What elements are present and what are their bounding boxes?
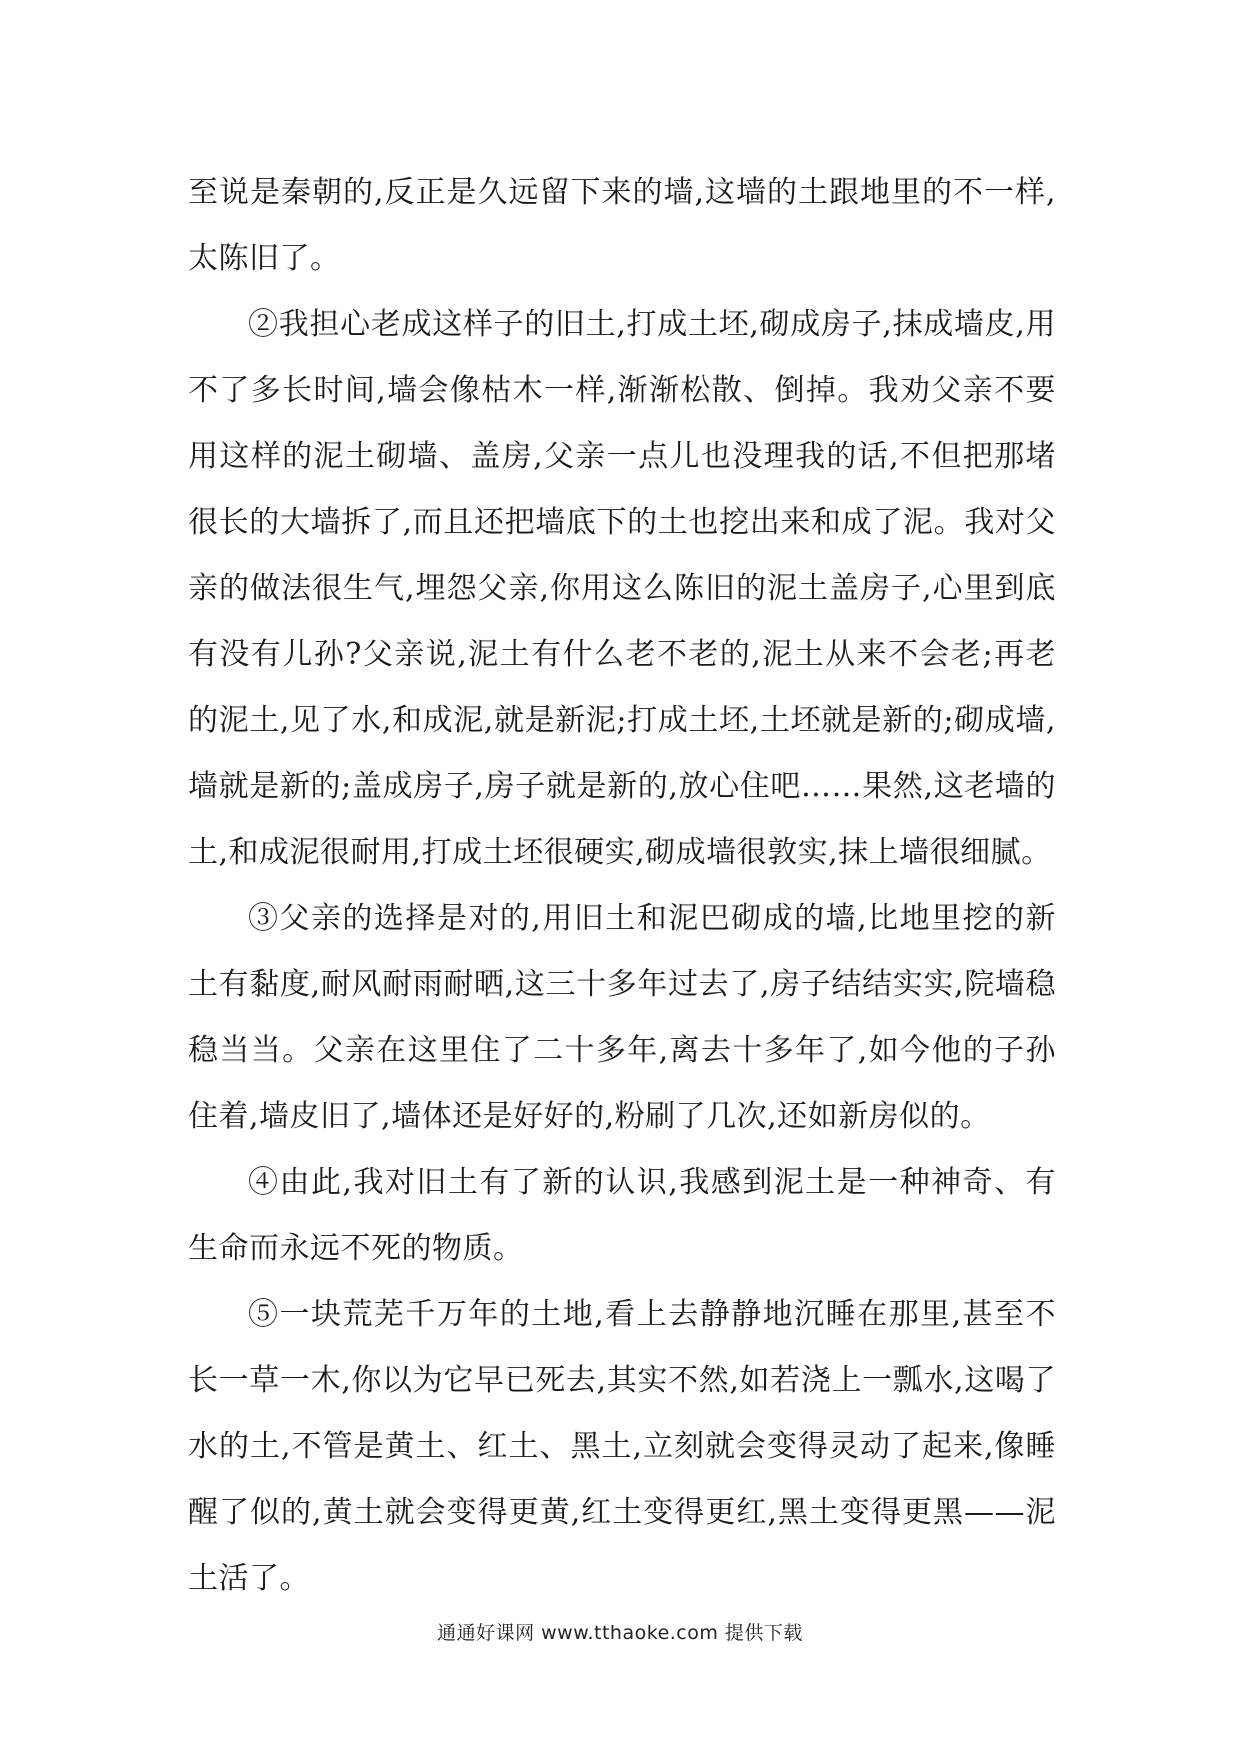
essay-body [188,160,1056,1612]
page-footer: 通通好课网 www.tthaoke.com 提供下载 [437,1622,803,1644]
paragraph-2: ②我担心老成这样子的旧土,打成土坯,砌成房子,抹成墙皮,用不了多长时间,墙会像枯木一样,渐渐松散、倒掉。我劝父亲不要用这样的泥土砌墙、盖房,父亲一点儿也没理我的话,不但把那堵很长的大墙拆了,而且还把墙底下的土也挖出来和成了泥。我对父亲的做法很生气,埋怨父亲,你用这么陈旧的泥土盖房子,心里到底有没有儿孙?父亲说,泥土有什么老不老的,泥土从来不会老;再老的泥土,见了水,和成泥,就是新泥;打成土坯,土坯就是新的;砌成墙,墙就是新的;盖成房子,房子就是新的,放心住吧……果然,这老墙的土,和成泥很耐用,打成土坯很硬实,砌成墙很敦实,抹上墙很细腻。 [188,307,1056,870]
paragraph-4: ④由此,我对旧土有了新的认识,我感到泥土是一种神奇、有生命而永远不死的物质。 [188,1165,1056,1266]
paragraph-5: ⑤一块荒芜千万年的土地,看上去静静地沉睡在那里,甚至不长一草一木,你以为它早已死去,其实不然,如若浇上一瓢水,这喝了水的土,不管是黄土、红土、黑土,立刻就会变得灵动了起来,像睡醒了似的,黄土就会变得更黄,红土变得更红,黑土变得更黑——泥土活了。 [188,1297,1056,1596]
paragraph-3: ③父亲的选择是对的,用旧土和泥巴砌成的墙,比地里挖的新土有黏度,耐风耐雨耐晒,这三十多年过去了,房子结结实实,院墙稳稳当当。父亲在这里住了二十多年,离去十多年了,如今他的子孙住着,墙皮旧了,墙体还是好好的,粉刷了几次,还如新房似的。 [188,901,1056,1134]
paragraph-continued: 至说是秦朝的,反正是久远留下来的墙,这墙的土跟地里的不一样,太陈旧了。 [188,175,1056,276]
